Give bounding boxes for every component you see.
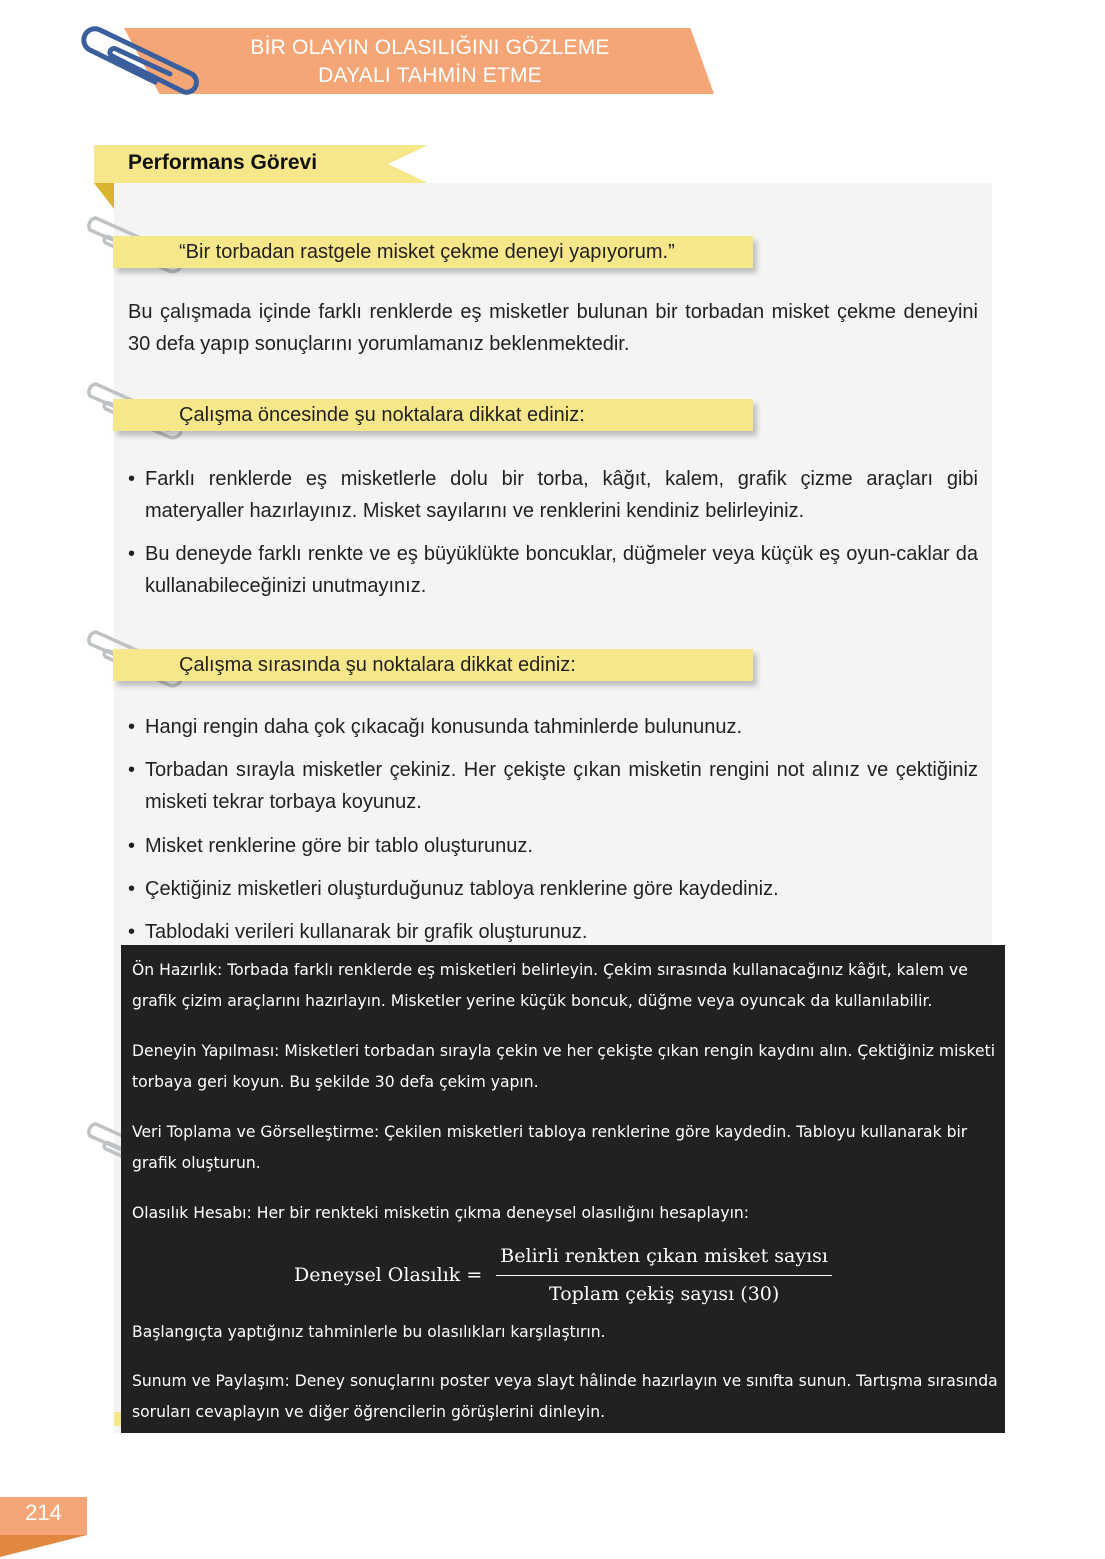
summary-overlay xyxy=(121,945,1005,1433)
list-item-text: Çektiğiniz misketleri oluşturduğunuz tabloya renklerine göre kaydediniz. xyxy=(145,878,779,900)
list-item-text: Torbadan sırayla misketler çekiniz. Her çekişte çıkan misketin rengini not alınız ve çektiğiniz misketi tekrar torbaya koyunuz. xyxy=(145,759,978,813)
bullet-marker: • xyxy=(128,921,136,943)
overlay-paragraph: Veri Toplama ve Görselleştirme: Çekilen misketleri tabloya renklerine göre kaydedin. Tabloyu kullanarak bir grafik oluşturun. xyxy=(132,1123,968,1172)
quote-label: “Bir torbadan rastgele misket çekme deneyi yapıyorum.” xyxy=(179,241,675,263)
formula-numerator: Belirli renkten çıkan misket sayısı xyxy=(496,1241,832,1276)
bullet-marker: • xyxy=(128,543,136,565)
strip-edge xyxy=(114,1412,121,1426)
before-strip xyxy=(113,399,753,431)
header-title-line2: DAYALI TAHMİN ETME xyxy=(318,64,542,87)
list-item xyxy=(128,916,978,948)
section-tag-fold xyxy=(94,183,114,209)
list-item-text: Hangi rengin daha çok çıkacağı konusunda tahminlerde bulununuz. xyxy=(145,716,743,738)
section-title: Performans Görevi xyxy=(128,151,318,174)
overlay-paragraph: Ön Hazırlık: Torbada farklı renklerde eş misketleri belirleyin. Çekim sırasında kullanacağınız kâğıt, kalem ve grafik çizim araçlarını hazırlayın. Misketler yerine küçük boncuk, düğme veya oyuncak da kullanılabilir. xyxy=(132,961,968,1010)
list-item-text: Tablodaki verileri kullanarak bir grafik oluşturunuz. xyxy=(145,921,588,943)
list-item xyxy=(128,711,978,743)
overlay-paragraph: Olasılık Hesabı: Her bir renkteki misketin çıkma deneysel olasılığını hesaplayın: xyxy=(132,1204,750,1222)
list-item xyxy=(128,873,978,905)
list-item xyxy=(128,538,978,602)
list-item xyxy=(128,830,978,862)
page-number-tab-tail xyxy=(0,1535,87,1557)
list-item-text: Misket renklerine göre bir tablo oluşturunuz. xyxy=(145,835,533,857)
overlay-paragraph: Başlangıçta yaptığınız tahminlerle bu olasılıkları karşılaştırın. xyxy=(132,1323,606,1341)
intro-paragraph: Bu çalışmada içinde farklı renklerde eş misketler bulunan bir torbadan misket çekme deneyini 30 defa yapıp sonuçlarını yorumlamanız beklenmektedir. xyxy=(128,301,978,355)
bullet-marker: • xyxy=(128,878,136,900)
bullet-marker: • xyxy=(128,759,136,781)
probability-formula xyxy=(121,1241,1005,1310)
quote-strip xyxy=(113,236,753,268)
page-number: 214 xyxy=(25,1500,62,1525)
formula-denominator: Toplam çekiş sayısı (30) xyxy=(549,1283,780,1305)
during-label: Çalışma sırasında şu noktalara dikkat ediniz: xyxy=(179,654,576,676)
during-strip xyxy=(113,649,753,681)
header-title xyxy=(150,34,710,90)
overlay-paragraph: Sunum ve Paylaşım: Deney sonuçlarını poster veya slayt hâlinde hazırlayın ve sınıfta sunun. Tartışma sırasında soruları cevaplayın ve diğer öğrencilerin görüşlerini dinleyin. xyxy=(132,1372,998,1421)
list-item xyxy=(128,754,978,818)
list-item xyxy=(128,463,978,527)
bullet-marker: • xyxy=(128,835,136,857)
list-item-text: Farklı renklerde eş misketlerle dolu bir torba, kâğıt, kalem, grafik çizme araçları gibi materyaller hazırlayınız. Misket sayılarını ve renklerini kendiniz belirleyiniz. xyxy=(145,468,978,522)
list-item-text: Bu deneyde farklı renkte ve eş büyüklükte boncuklar, düğmeler veya küçük eş oyun-caklar da kullanabileceğinizi unutmayınız. xyxy=(145,543,978,597)
formula-lhs: Deneysel Olasılık = xyxy=(294,1264,483,1286)
bullet-marker: • xyxy=(128,716,136,738)
formula-fraction xyxy=(496,1241,832,1310)
before-label: Çalışma öncesinde şu noktalara dikkat ediniz: xyxy=(179,404,585,426)
overlay-paragraph: Deneyin Yapılması: Misketleri torbadan sırayla çekin ve her çekişte çıkan rengin kaydını alın. Çektiğiniz misketi torbaya geri koyun. Bu şekilde 30 defa çekim yapın. xyxy=(132,1042,996,1091)
header-title-line1: BİR OLAYIN OLASILIĞINI GÖZLEME xyxy=(250,36,610,59)
bullet-marker: • xyxy=(128,468,136,490)
